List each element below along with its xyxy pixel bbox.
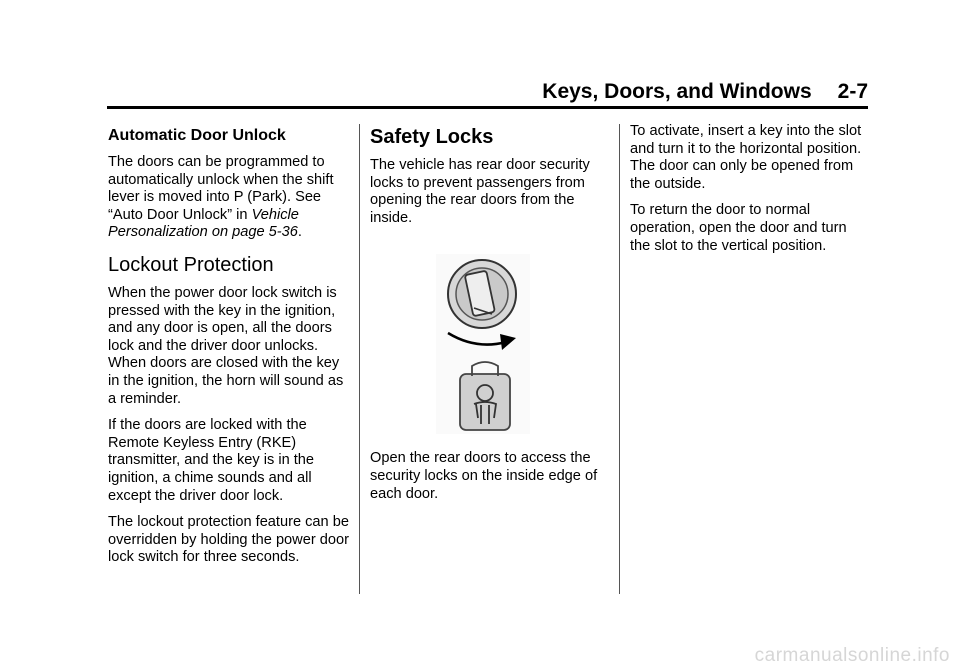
- safety-lock-illustration: [436, 254, 530, 434]
- heading-lockout-protection: Lockout Protection: [108, 253, 274, 276]
- watermark: carmanualsonline.info: [754, 645, 950, 666]
- heading-automatic-door-unlock: Automatic Door Unlock: [108, 127, 286, 144]
- paragraph-auto-unlock: The doors can be programmed to automatically unlock when the shift lever is moved into P (Park). See “Auto Door Unlock” in Vehicle Personalization on page 5-36.: [108, 154, 334, 241]
- column-left: [108, 123, 350, 576]
- paragraph: If the doors are locked with the Remote Keyless Entry (RKE) transmitter, and the key is in the ignition, a chime sounds and all except the driver door lock.: [108, 417, 315, 504]
- paragraph: To activate, insert a key into the slot and turn it to the horizontal position. The door can only be opened from the outside.: [630, 123, 862, 192]
- paragraph: The lockout protection feature can be overridden by holding the power door lock switch for three seconds.: [108, 514, 349, 566]
- paragraph: Open the rear doors to access the security locks on the inside edge of each door.: [370, 450, 598, 502]
- column-divider: [359, 124, 360, 594]
- section-title: Keys, Doors, and Windows: [542, 80, 812, 103]
- cross-reference: Vehicle Personalization on page 5-36: [108, 206, 299, 241]
- child-lock-icon: [436, 254, 530, 434]
- column-right: [630, 123, 870, 264]
- paragraph: The vehicle has rear door security locks to prevent passengers from opening the rear doors from the inside.: [370, 157, 590, 226]
- paragraph: When the power door lock switch is pressed with the key in the ignition, and any door is open, all the doors lock and the driver door unlocks. When doors are closed with the key in the ignition, the horn will sound as a reminder.: [108, 284, 344, 407]
- column-middle: [370, 123, 606, 512]
- column-divider: [619, 124, 620, 594]
- heading-safety-locks: Safety Locks: [370, 126, 494, 148]
- header-rule: [107, 106, 868, 109]
- paragraph: To return the door to normal operation, open the door and turn the slot to the vertical position.: [630, 202, 847, 254]
- page-number: 2-7: [837, 80, 868, 103]
- page-header: [542, 80, 868, 104]
